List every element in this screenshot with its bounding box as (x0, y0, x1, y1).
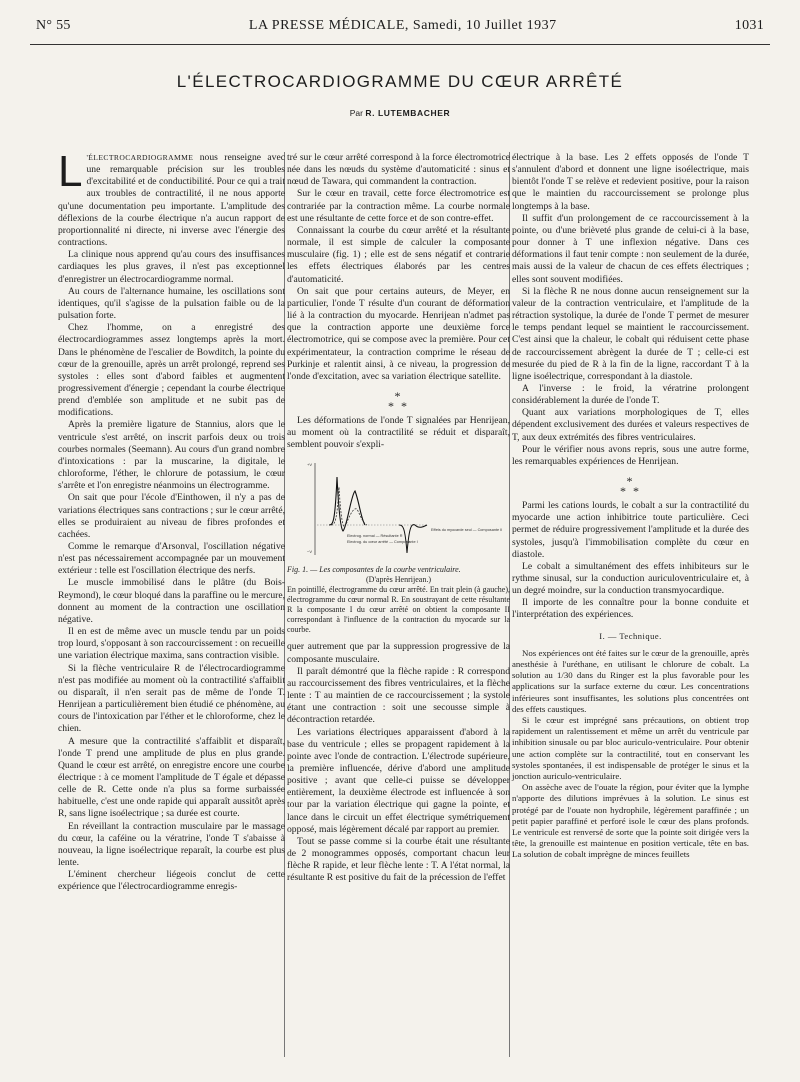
drop-cap: L (58, 147, 83, 196)
paragraph: Parmi les cations lourds, le cobalt a sur la contractilité du myocarde une action inhibitrice toute particulière. Ceci permet de réduire progressivement l'amplitude et la durée des systoles, jusqu'à l'immobilisation complète du cœur en diastole. (512, 500, 749, 560)
column-1 (58, 147, 285, 894)
header-rule (30, 44, 770, 45)
paragraph: Comme le remarque d'Arsonval, l'oscillation négative n'est pas nécessairement accompagnée par un mouvement extérieur : telle est l'oscillation électrique des nerfs. (58, 541, 285, 577)
paragraph: Si le cœur est imprégné sans précautions, on obtient trop rapidement un ralentissement et même un arrêt du ventricule par inhibition sinusale ou par bloc auriculo-ventriculaire. Pour obtenir une action complète sur la contractilité, tout en conservant les systoles spontanées, il est indispensable de protéger le sinus et la jonction auriculo-ventriculaire. (512, 715, 749, 782)
svg-text:+V: +V (307, 462, 313, 468)
figure-legend: Electrog. normal — Résultante R (347, 534, 403, 539)
paragraph: Les variations électriques apparaissent d'abord à la base du ventricule ; elles se propagent rapidement à la pointe avec l'onde de contraction. L'électrode supérieure, la première influencée, dérive d'abord une amplitude positive ; avant que celle-ci puisse se développer entièrement, la deuxième électrode est influencée à son tour par la variation électrique qui gagne la pointe, et lance dans le circuit un effet électrique symétriquement opposé, mais légèrement décalé par rapport au premier. (287, 726, 510, 835)
page-number: 1031 (734, 18, 764, 33)
paragraph: On assèche avec de l'ouate la région, pour éviter que la lymphe n'apporte des dilutions imprévues à la solution. Le sinus est protégé par de l'ouate non hydrophile, légèrement paraffinée ; un petit papier paraffiné et perforé isole le cœur des plans profonds. Le ventricule est renversé de sorte que la pointe soit dirigée vers la tête, la grenouille est maintenue en position verticale, tête en bas. La solution de cobalt imprègne de minces feuillets (512, 782, 749, 860)
figure-1 (287, 457, 510, 563)
paragraph: tré sur le cœur arrêté correspond à la force électromotrice née dans les nœuds du système d'automaticité : sinus et nœud de Tawara, qui commandent la contraction. (287, 152, 510, 188)
paragraph: La clinique nous apprend qu'au cours des insuffisances cardiaques les plus graves, il n'est pas exceptionnel d'enregistrer un électrocardiogramme normal. (58, 249, 285, 285)
paragraph: On sait que pour l'école d'Einthowen, il n'y a pas de variations électriques sans contractions ; sur le cœur arrêté, elles se produiraient au niveau de fibres profondes et cachées. (58, 492, 285, 540)
paragraph: Au cours de l'alternance humaine, les oscillations sont identiques, qu'il s'agisse de la pulsation faible ou de la pulsation forte. (58, 285, 285, 322)
paragraph: On sait que pour certains auteurs, de Meyer, en particulier, l'onde T résulte d'un courant de déformation lié à la contraction du myocarde. Henrijean n'admet pas que la contraction apporte une deuxième force électromotrice, qui se compose avec la première. Pour cet expérimentateur, la contraction comprime le réseau de Purkinje et ralentit ainsi, à ce niveau, la progression de l'onde d'excitation, avec sa variation électrique satellite. (287, 285, 510, 382)
paragraph: électrique à la base. Les 2 effets opposés de l'onde T s'annulent d'abord et donnent une ligne isoélectrique, mais bientôt l'onde T se relève et redevient positive, pour la raison que le maintien du raccourcissement se prolonge plus longtemps à la base. (512, 152, 749, 212)
section-heading: I. — Technique. (599, 630, 662, 641)
caption-title: Fig. 1. — Les composantes de la courbe ventriculaire. (287, 565, 461, 575)
journal-title: LA PRESSE MÉDICALE, Samedi, 10 Juillet 1937 (248, 18, 557, 33)
column-3 (512, 152, 749, 861)
paragraph: Il importe de les connaître pour la bonne conduite et l'interprétation des expériences. (512, 597, 749, 621)
paragraph: Après la première ligature de Stannius, alors que le ventricule s'est arrêté, on inscrit parfois deux ou trois courbes normales (Seemann). Au cours d'un grand nombre d'intoxications : par la muscarine, la digitale, le chloroforme, l'éther, le chlorure de potassium, le cœur s'arrête et l'on enregistre néanmoins un électrogramme. (58, 419, 285, 492)
asterism: * * * (620, 474, 641, 499)
paragraph: Il suffit d'un prolongement de ce raccourcissement à la pointe, ou d'une brièveté plus grande de celui-ci à la base, pour donner à T une inflexion négative. Dans ces déformations il faut tenir compte : non seulement de la durée, mais aussi de la valeur de chacun de ces effets électriques ; elles sont souvent modifiées. (512, 212, 749, 285)
paragraph: Si la flèche ventriculaire R de l'électrocardiogramme n'est pas modifiée au moment où la contractilité s'affaiblit ou disparaît, il n'en serait pas de même de l'onde T. Henrijean a particulièrement bien étudié ce phénomène, au cours de l'intoxication par l'éther et le chloroforme, chez le chien. (58, 662, 285, 735)
byline (0, 108, 800, 118)
figure-legend: Effets du myocarde seul — Composante II (431, 528, 503, 533)
paragraph: En réveillant la contraction musculaire par le massage du cœur, la caféine ou la vératrine, l'onde T s'abaisse à nouveau, la ligne isoélectrique reparaît, la courbe est plus lente. (58, 820, 285, 869)
paragraph: Chez l'homme, on a enregistré des électrocardiogrammes assez longtemps après la mort. Dans le phénomène de l'escalier de Bowditch, la pointe du cœur de la grenouille, après un arrêt prolongé, reprend ses systoles : elles sont d'abord faibles et augmentent progressivement d'énergie ; cependant la courbe électrique prend d'emblée son amplitude et ne subit pas de modifications. (58, 322, 285, 419)
running-header (36, 18, 764, 40)
curve-component-II (399, 525, 427, 553)
paragraph: Tout se passe comme si la courbe était une résultante de 2 monogrammes opposés, comportant chacun leur flèche R rapide, et leur flèche lente : T. A l'état normal, la résultante R est positive du fait de la précession de l'effet (287, 835, 510, 884)
paragraph: quer autrement que par la suppression progressive de la composante musculaire. (287, 641, 510, 665)
byline-prefix: Par (349, 108, 363, 118)
article-title: L'ÉLECTROCARDIOGRAMME DU CŒUR ARRÊTÉ (176, 72, 624, 91)
paragraph: A mesure que la contractilité s'affaiblit et disparaît, l'onde T prend une amplitude de plus en plus grande. Quand le cœur est arrêté, on enregistre encore une courbe électrique : à ce moment l'amplitude de T égale et dépasse celle de R. Cette onde n'a plus sa forme surbaissée habituelle, c'est une onde rapide qui apparaît aussitôt après R, sans ligne isoélectrique ; sa durée est courte. (58, 735, 285, 820)
paragraph-text: nous renseigne avec une remarquable précision sur les troubles d'excitabilité et de conductibilité. Pour ce qui a trait aux troubles de contractilité, il ne nous apporte qu'une documentation peu importante. L'amplitude des déflexions de la courbe électrique n'a aucun rapport de proportionnalité ni directe, ni inverse avec l'énergie des contractions. (58, 152, 285, 249)
paragraph: Les déformations de l'onde T signalées par Henrijean, au moment où la contractilité se réduit et disparaît, semblent pouvoir s'expli- (287, 414, 510, 451)
figure-legend: Electrog. du cœur arrêté — Composante I (347, 540, 418, 545)
paragraph: Pour le vérifier nous avons repris, sous une autre forme, les remarquables expériences de Henrijean. (512, 443, 749, 467)
paragraph: A l'inverse : le froid, la vératrine prolongent considérablement la durée de l'onde T. (512, 382, 749, 407)
small-caps-lead: 'ÉLECTROCARDIOGRAMME (86, 153, 194, 162)
paragraph (58, 147, 285, 249)
paragraph: Connaissant la courbe du cœur arrêté et la résultante normale, il est simple de calculer la composante musculaire (fig. 1) ; elle est de sens négatif et contrarie les effets électriques élaborés par les centres d'automaticité. (287, 224, 510, 285)
issue-number: N° 55 (36, 18, 71, 33)
paragraph: Nos expériences ont été faites sur le cœur de la grenouille, après anesthésie à l'uréthane, en utilisant le chlorure de cobalt. La solution au 1/30 dans du Ringer est la plus favorable pour les applications sur la surface externe du cœur. Les concentrations inférieures sont insuffisantes, les solutions plus concentrées ont des effets caustiques. (512, 647, 749, 714)
column-2 (287, 152, 510, 885)
asterism: * * * (388, 388, 409, 413)
paragraph: Si la flèche R ne nous donne aucun renseignement sur la valeur de la contraction ventriculaire, et l'amplitude de la rétraction systolique, la durée de l'onde T permet de mesurer le temps pendant lequel se maintient le raccourcissement. C'est ainsi que la chaleur, le cobalt qui réduisent cette phase de raccourcissement abrègent la durée de T ; celle-ci est mesurée du pied de R à la fin de la ligne, raccordant T à la ligne isoélectrique, correspondant à la diastole. (512, 285, 749, 382)
paragraph: Il paraît démontré que la flèche rapide : R correspond au raccourcissement des fibres ventriculaires, et la flèche lente : T au maintien de ce raccourcissement ; la systole étant une contraction : soit une secousse simple à décontraction retardée. (287, 665, 510, 726)
author-name: R. LUTEMBACHER (365, 108, 451, 118)
svg-text:−V: −V (307, 549, 313, 555)
paragraph: Le muscle immobilisé dans le plâtre (du Bois-Reymond), le cœur bloqué dans la paraffine ou le mercure, donnent au moment de la contraction une oscillation négative. (58, 577, 285, 625)
caption-body: En pointillé, électrogramme du cœur arrêté. En trait plein (à gauche), électrogramme du cœur normal R. En soustrayant de cette résultante R la composante I du cœur arrêté on obtient la composante II correspondant à l'influence de la contraction du myocarde sur la courbe. (287, 585, 510, 635)
figure-caption (287, 565, 510, 635)
paragraph: Il en est de même avec un muscle tendu par un poids trop lourd, s'opposant à son raccourcissement : on recueille une variation électrique maxima, sans contraction visible. (58, 626, 285, 662)
paragraph: L'éminent chercheur liégeois conclut de cette expérience que l'électrocardiogramme enregis- (58, 869, 285, 893)
electrocardiogram-figure (307, 457, 503, 561)
caption-credit: (D'après Henrijean.) (366, 575, 431, 585)
paragraph: Sur le cœur en travail, cette force électromotrice est contrariée par la contraction même. La courbe normale est une résultante de cette force et de son contre-effet. (287, 188, 510, 224)
paragraph: Le cobalt a simultanément des effets inhibiteurs sur le rythme sinusal, sur la conduction auriculoventriculaire et, à un degré moindre, sur la conduction transmyocardique. (512, 560, 749, 597)
paragraph: Quant aux variations morphologiques de T, elles dépendent exclusivement des durées et valeurs respectives de T, aux deux extrémités des fibres ventriculaires. (512, 407, 749, 443)
